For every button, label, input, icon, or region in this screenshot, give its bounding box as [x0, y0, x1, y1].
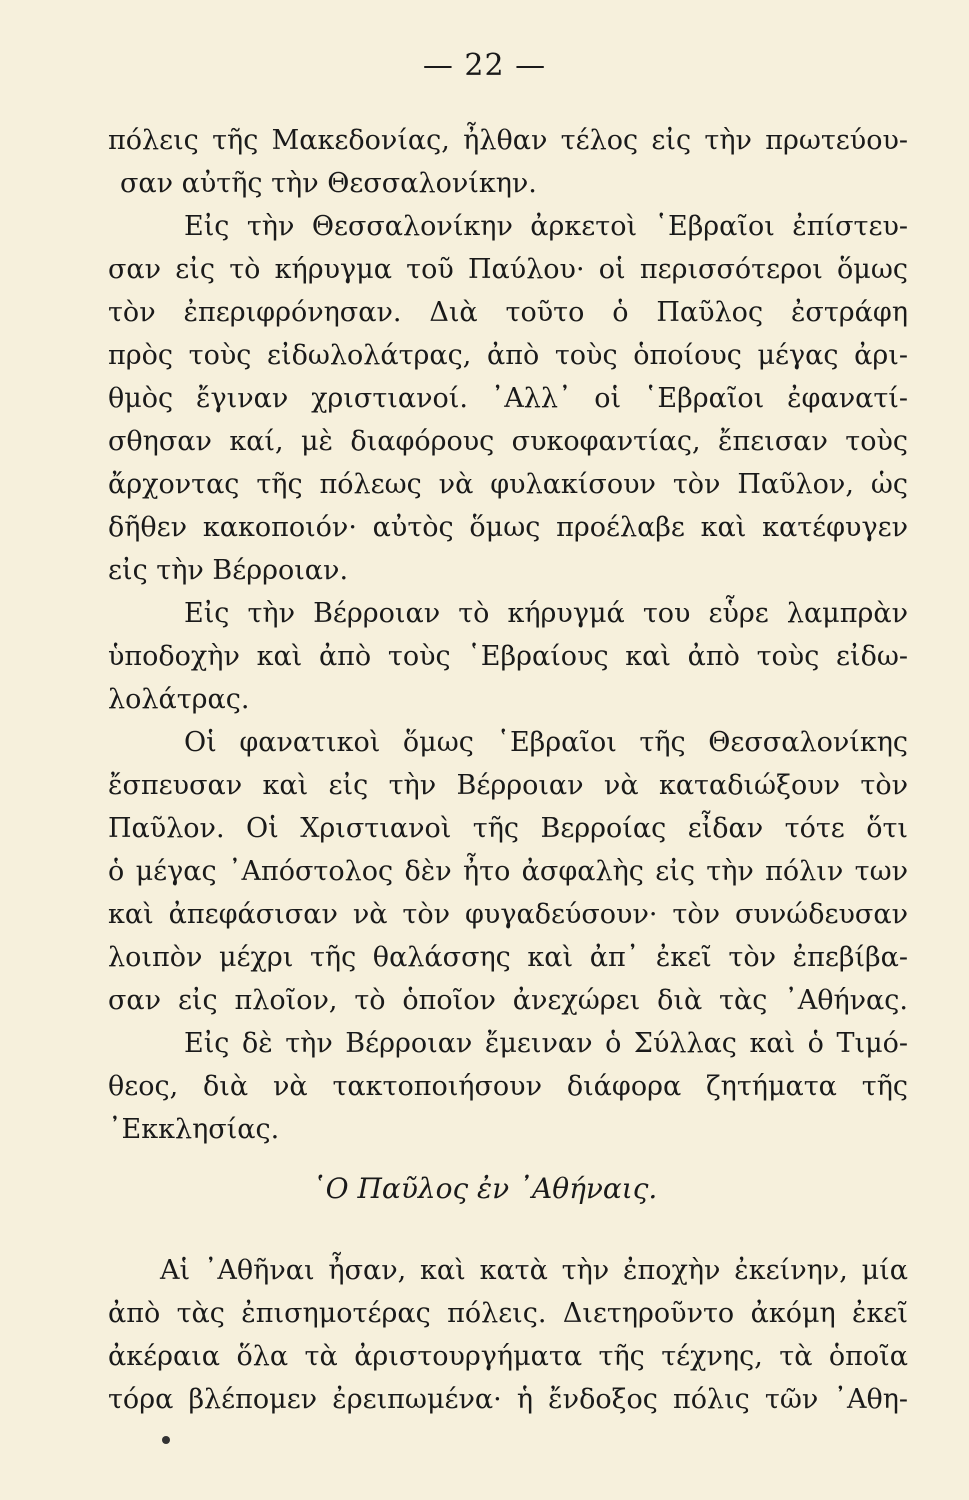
text-line: Οἱ φανατικοὶ ὅμως ῾Εβραῖοι τῆς Θεσσαλονίκης — [184, 727, 908, 758]
text-line: ὑποδοχὴν καὶ ἀπὸ τοὺς ῾Εβραίους καὶ ἀπὸ τοὺς εἰδω- — [108, 641, 908, 672]
text-line: ᾿Εκκλησίας. — [108, 1114, 280, 1145]
text-line: Παῦλον. Οἱ Χριστιανοὶ τῆς Βερροίας εἶδαν τότε ὅτι — [108, 813, 908, 844]
text-line: σαν εἰς τὸ κήρυγμα τοῦ Παύλου· οἱ περισσότεροι ὅμως — [108, 254, 908, 285]
text-line: σαν αὐτῆς τὴν Θεσσαλονίκην. — [120, 168, 537, 199]
text-line: θεος, διὰ νὰ τακτοποιήσουν διάφορα ζητήματα τῆς — [108, 1071, 908, 1102]
text-line: Εἰς δὲ τὴν Βέρροιαν ἔμειναν ὁ Σύλλας καὶ ὁ Τιμό- — [184, 1028, 908, 1059]
text-line: Εἰς τὴν Θεσσαλονίκην ἀρκετοὶ ῾Εβραῖοι ἐπίστευ- — [184, 211, 908, 242]
text-line: τὸν ἐπεριφρόνησαν. Διὰ τοῦτο ὁ Παῦλος ἐστράφη — [108, 297, 908, 328]
section-heading: ῾Ο Παῦλος ἐν ᾿Αθήναις. — [311, 1172, 658, 1205]
text-line: σαν εἰς πλοῖον, τὸ ὁποῖον ἀνεχώρει διὰ τὰς ᾿Αθήνας. — [108, 985, 908, 1016]
text-line: πόλεις τῆς Μακεδονίας, ἦλθαν τέλος εἰς τὴν πρωτεύου- — [108, 125, 908, 156]
text-line: ἀκέραια ὅλα τὰ ἀριστουργήματα τῆς τέχνης, τὰ ὁποῖα — [108, 1341, 908, 1372]
text-line: λοιπὸν μέχρι τῆς θαλάσσης καὶ ἀπ᾿ ἐκεῖ τὸν ἐπεβίβα- — [108, 942, 908, 973]
text-line: καὶ ἀπεφάσισαν νὰ τὸν φυγαδεύσουν· τὸν συνώδευσαν — [108, 899, 908, 930]
page-number: — 22 — — [422, 48, 547, 83]
text-line: ὁ μέγας ᾿Απόστολος δὲν ἦτο ἀσφαλὴς εἰς τὴν πόλιν των — [108, 856, 908, 887]
text-line: ἄρχοντας τῆς πόλεως νὰ φυλακίσουν τὸν Παῦλον, ὡς — [108, 469, 908, 500]
text-line: τόρα βλέπομεν ἐρειπωμένα· ἡ ἔνδοξος πόλις τῶν ᾿Αθη- — [108, 1384, 908, 1415]
text-line: ἔσπευσαν καὶ εἰς τὴν Βέρροιαν νὰ καταδιώξουν τὸν — [108, 770, 908, 801]
text-line: λολάτρας. — [108, 684, 250, 715]
text-line: ἀπὸ τὰς ἐπισημοτέρας πόλεις. Διετηροῦντο ἀκόμη ἐκεῖ — [108, 1298, 908, 1329]
text-line: Αἱ ᾿Αθῆναι ἦσαν, καὶ κατὰ τὴν ἐποχὴν ἐκείνην, μία — [160, 1255, 908, 1286]
text-line: Εἰς τὴν Βέρροιαν τὸ κήρυγμά του εὗρε λαμπρὰν — [184, 598, 908, 629]
text-line: θμὸς ἔγιναν χριστιανοί. ᾿Αλλ᾿ οἱ ῾Εβραῖοι ἐφανατί- — [108, 383, 908, 414]
text-line: δῆθεν κακοποιόν· αὐτὸς ὅμως προέλαβε καὶ κατέφυγεν — [108, 512, 908, 543]
text-line: εἰς τὴν Βέρροιαν. — [108, 555, 349, 586]
ink-dot — [162, 1436, 170, 1444]
text-line: πρὸς τοὺς εἰδωλολάτρας, ἀπὸ τοὺς ὁποίους μέγας ἀρι- — [108, 340, 908, 371]
text-line: σθησαν καί, μὲ διαφόρους συκοφαντίας, ἔπεισαν τοὺς — [108, 426, 908, 457]
